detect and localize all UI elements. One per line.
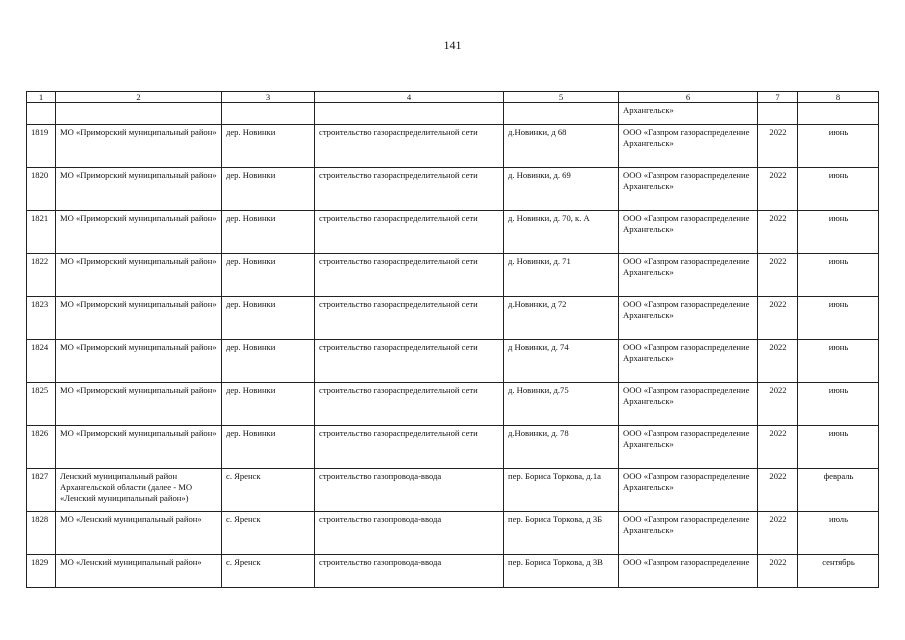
table-cell: июнь xyxy=(798,426,879,469)
table-cell: ООО «Газпром газораспределение Архангельск» xyxy=(619,426,758,469)
table-cell: д. Новинки, д.75 xyxy=(504,383,619,426)
table-cell: 2022 xyxy=(758,211,798,254)
continuation-row xyxy=(27,103,879,125)
table-row xyxy=(27,340,879,383)
table-cell: июнь xyxy=(798,383,879,426)
table-cell: 2022 xyxy=(758,555,798,588)
table-cell: Ленский муниципальный район Архангельской области (далее - МО «Ленский муниципальный район») xyxy=(56,469,222,512)
table-cell: д Новинки, д. 74 xyxy=(504,340,619,383)
table-cell: 2022 xyxy=(758,297,798,340)
table-cell: 1824 xyxy=(27,340,56,383)
table-cell: дер. Новинки xyxy=(222,254,315,297)
table-cell: ООО «Газпром газораспределение Архангельск» xyxy=(619,383,758,426)
table-cell: дер. Новинки xyxy=(222,340,315,383)
table-cell: 2022 xyxy=(758,426,798,469)
table-cell: строительство газораспределительной сети xyxy=(315,254,504,297)
table-cell: МО «Приморский муниципальный район» xyxy=(56,297,222,340)
table-cell: МО «Приморский муниципальный район» xyxy=(56,168,222,211)
table-cell: д. Новинки, д. 71 xyxy=(504,254,619,297)
table-cell: 2022 xyxy=(758,512,798,555)
table-cell: июнь xyxy=(798,297,879,340)
table-cell: ООО «Газпром газораспределение Архангельск» xyxy=(619,512,758,555)
table-row xyxy=(27,555,879,588)
table-cell: 1822 xyxy=(27,254,56,297)
table-row xyxy=(27,125,879,168)
table-cell: МО «Ленский муниципальный район» xyxy=(56,512,222,555)
table-cell: ООО «Газпром газораспределение Архангельск» xyxy=(619,340,758,383)
header-cell: 2 xyxy=(56,92,222,103)
table-cell xyxy=(222,103,315,125)
table-cell: д. Новинки, д. 69 xyxy=(504,168,619,211)
table-cell: строительство газораспределительной сети xyxy=(315,297,504,340)
table-row xyxy=(27,469,879,512)
table-cell: пер. Бориса Торкова, д 3В xyxy=(504,555,619,588)
table-cell: строительство газопровода-ввода xyxy=(315,555,504,588)
table-cell: сентябрь xyxy=(798,555,879,588)
table-cell xyxy=(504,103,619,125)
table-cell: 1826 xyxy=(27,426,56,469)
table-cell: ООО «Газпром газораспределение Архангельск» xyxy=(619,469,758,512)
table-row xyxy=(27,211,879,254)
table-cell: с. Яренск xyxy=(222,512,315,555)
table-cell: 1821 xyxy=(27,211,56,254)
table-cell: с. Яренск xyxy=(222,555,315,588)
table-cell: ООО «Газпром газораспределение Архангельск» xyxy=(619,297,758,340)
table-cell: ООО «Газпром газораспределение Архангельск» xyxy=(619,211,758,254)
table-cell: ООО «Газпром газораспределение Архангельск» xyxy=(619,254,758,297)
header-cell: 6 xyxy=(619,92,758,103)
table-cell: 1828 xyxy=(27,512,56,555)
table-cell: июнь xyxy=(798,340,879,383)
header-cell: 4 xyxy=(315,92,504,103)
table-cell: строительство газораспределительной сети xyxy=(315,168,504,211)
page-number: 141 xyxy=(443,38,462,52)
table-cell: 1827 xyxy=(27,469,56,512)
header-row xyxy=(27,92,879,103)
table-cell: дер. Новинки xyxy=(222,426,315,469)
table-cell: пер. Бориса Торкова, д.1а xyxy=(504,469,619,512)
table-row xyxy=(27,297,879,340)
table-cell: дер. Новинки xyxy=(222,211,315,254)
table-row xyxy=(27,254,879,297)
table-cell: строительство газораспределительной сети xyxy=(315,426,504,469)
table-cell: ООО «Газпром газораспределение xyxy=(619,555,758,588)
table-cell: 2022 xyxy=(758,254,798,297)
table-cell: 2022 xyxy=(758,340,798,383)
table-cell: дер. Новинки xyxy=(222,168,315,211)
table-cell: д. Новинки, д. 70, к. А xyxy=(504,211,619,254)
table-cell: МО «Приморский муниципальный район» xyxy=(56,340,222,383)
table-cell: 2022 xyxy=(758,383,798,426)
table-cell: строительство газораспределительной сети xyxy=(315,340,504,383)
table-cell: 2022 xyxy=(758,125,798,168)
header-cell: 7 xyxy=(758,92,798,103)
table-cell: июнь xyxy=(798,125,879,168)
table-cell: с. Яренск xyxy=(222,469,315,512)
table-cell: МО «Ленский муниципальный район» xyxy=(56,555,222,588)
table-cell: пер. Бориса Торкова, д 3Б xyxy=(504,512,619,555)
table-cell: 1819 xyxy=(27,125,56,168)
table-cell: строительство газораспределительной сети xyxy=(315,211,504,254)
table-cell: июнь xyxy=(798,168,879,211)
table-cell: 1825 xyxy=(27,383,56,426)
table-cell: МО «Приморский муниципальный район» xyxy=(56,426,222,469)
table-cell: МО «Приморский муниципальный район» xyxy=(56,254,222,297)
table-row xyxy=(27,426,879,469)
table-cell: строительство газораспределительной сети xyxy=(315,125,504,168)
table-cell: строительство газопровода-ввода xyxy=(315,512,504,555)
table-cell xyxy=(798,103,879,125)
table-row xyxy=(27,383,879,426)
table-cell: д.Новинки, д 68 xyxy=(504,125,619,168)
table-cell: МО «Приморский муниципальный район» xyxy=(56,125,222,168)
table-cell: строительство газораспределительной сети xyxy=(315,383,504,426)
table-row xyxy=(27,168,879,211)
table-cell xyxy=(315,103,504,125)
header-cell: 3 xyxy=(222,92,315,103)
table-cell: 1829 xyxy=(27,555,56,588)
table-cell: МО «Приморский муниципальный район» xyxy=(56,211,222,254)
data-table xyxy=(26,91,879,588)
table-cell: февраль xyxy=(798,469,879,512)
table-cell: июль xyxy=(798,512,879,555)
table-cell: 2022 xyxy=(758,168,798,211)
table-cell xyxy=(27,103,56,125)
table-cell: дер. Новинки xyxy=(222,125,315,168)
header-cell: 5 xyxy=(504,92,619,103)
header-cell: 8 xyxy=(798,92,879,103)
table-cell: дер. Новинки xyxy=(222,383,315,426)
table-cell: МО «Приморский муниципальный район» xyxy=(56,383,222,426)
table-cell: ООО «Газпром газораспределение Архангельск» xyxy=(619,168,758,211)
table-cell: 1820 xyxy=(27,168,56,211)
table-cell: строительство газопровода-ввода xyxy=(315,469,504,512)
table-cell: ООО «Газпром газораспределение Архангельск» xyxy=(619,125,758,168)
table-row xyxy=(27,512,879,555)
header-cell: 1 xyxy=(27,92,56,103)
table-cell: июнь xyxy=(798,254,879,297)
table-cell: дер. Новинки xyxy=(222,297,315,340)
table-cell: 2022 xyxy=(758,469,798,512)
table-cell: июнь xyxy=(798,211,879,254)
table-cell xyxy=(758,103,798,125)
table-cell: 1823 xyxy=(27,297,56,340)
table-cell: д.Новинки, д. 78 xyxy=(504,426,619,469)
table-cell xyxy=(56,103,222,125)
table-cell: Архангельск» xyxy=(619,103,758,125)
table-cell: д.Новинки, д 72 xyxy=(504,297,619,340)
